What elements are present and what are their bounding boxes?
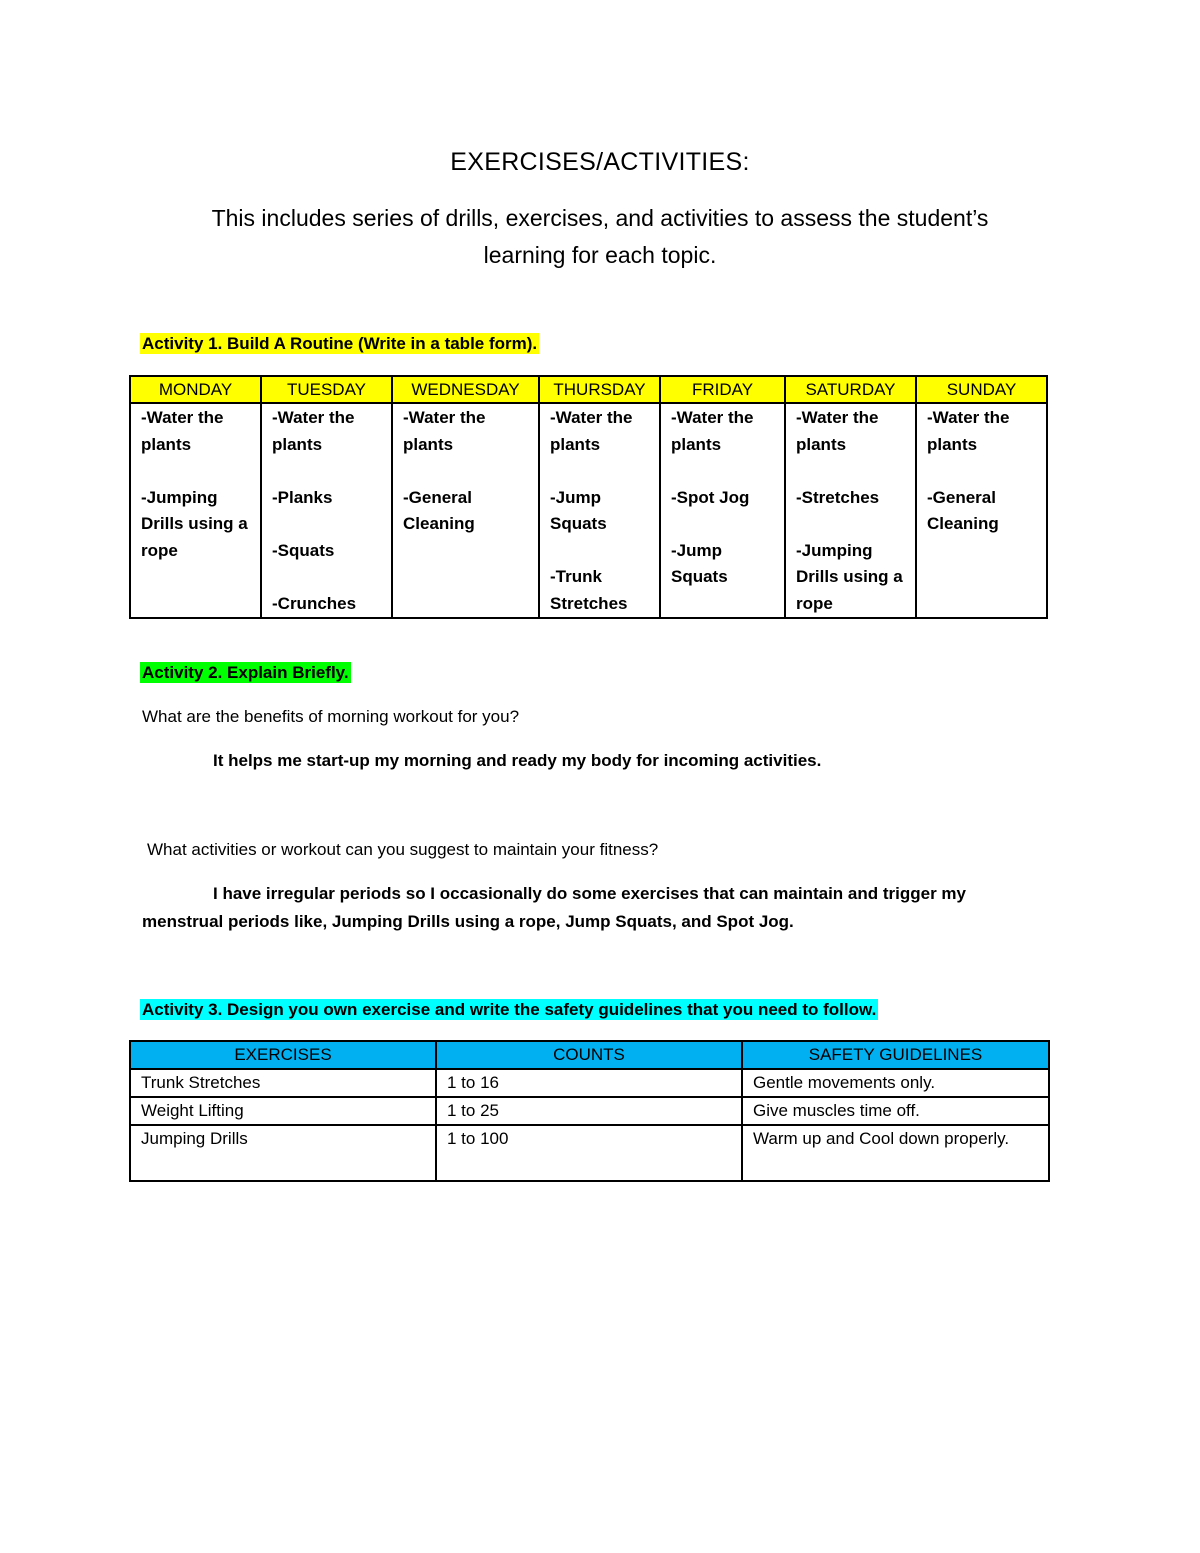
routine-cell [916,403,1047,618]
routine-header-cell: MONDAY [130,376,261,403]
routine-header-cell: SATURDAY [785,376,916,403]
activity2-heading-text: Activity 2. Explain Briefly. [142,663,349,682]
exercise-cell: Jumping Drills [130,1125,436,1181]
answer-2-line-2: menstrual periods like, Jumping Drills using a rope, Jump Squats, and Spot Jog. [142,912,794,931]
question-2: What activities or workout can you suggest to maintain your fitness? [147,840,659,859]
routine-items: -Water the plants -General Cleaning [927,408,1010,533]
page-title: EXERCISES/ACTIVITIES: [450,148,750,176]
exercise-cell: Weight Lifting [130,1097,436,1125]
routine-header-cell: SUNDAY [916,376,1047,403]
safety-header-cell: SAFETY GUIDELINES [742,1041,1049,1069]
counts-cell: 1 to 25 [436,1097,742,1125]
routine-header-cell: THURSDAY [539,376,660,403]
routine-header-cell: WEDNESDAY [392,376,539,403]
guideline-cell: Warm up and Cool down properly. [742,1125,1049,1181]
routine-items: -Water the plants -Stretches -Jumping Drills using a rope [796,408,903,613]
safety-header-cell: EXERCISES [130,1041,436,1069]
counts-cell: 1 to 16 [436,1069,742,1097]
routine-items: -Water the plants -General Cleaning [403,408,486,533]
safety-table [129,1040,1050,1182]
safety-header-row [130,1041,1049,1069]
routine-items: -Water the plants -Planks -Squats -Crunches [272,408,357,613]
routine-items: -Water the plants -Jumping Drills using a rope [141,408,248,560]
routine-cell [130,403,261,618]
activity1-heading-text: Activity 1. Build A Routine (Write in a table form). [142,334,538,353]
guideline-cell: Give muscles time off. [742,1097,1049,1125]
routine-cell [539,403,660,618]
table-row [130,1097,1049,1125]
activity3-heading-text: Activity 3. Design you own exercise and write the safety guidelines that you need to follow. [142,1000,877,1019]
answer-2-line-1: I have irregular periods so I occasionally do some exercises that can maintain and trigger my [213,884,966,903]
routine-body-row [130,403,1047,618]
exercise-cell: Trunk Stretches [130,1069,436,1097]
routine-items: -Water the plants -Spot Jog -Jump Squats [671,408,754,586]
routine-cell [261,403,392,618]
counts-cell: 1 to 100 [436,1125,742,1181]
activity3-heading [140,1000,878,1020]
activity1-heading [140,334,539,354]
routine-cell [392,403,539,618]
routine-header-cell: TUESDAY [261,376,392,403]
table-row [130,1069,1049,1097]
routine-table [129,375,1048,619]
activity2-heading [140,663,351,683]
answer-1: It helps me start-up my morning and ready my body for incoming activities. [213,751,822,770]
routine-header-cell: FRIDAY [660,376,785,403]
question-1: What are the benefits of morning workout for you? [142,707,520,726]
table-row [130,1125,1049,1181]
page-subtitle: This includes series of drills, exercises, and activities to assess the student’s learning for each topic. [211,205,989,268]
safety-header-cell: COUNTS [436,1041,742,1069]
routine-cell [660,403,785,618]
routine-header-row [130,376,1047,403]
guideline-cell: Gentle movements only. [742,1069,1049,1097]
routine-items: -Water the plants -Jump Squats -Trunk Stretches [550,408,633,613]
routine-cell [785,403,916,618]
